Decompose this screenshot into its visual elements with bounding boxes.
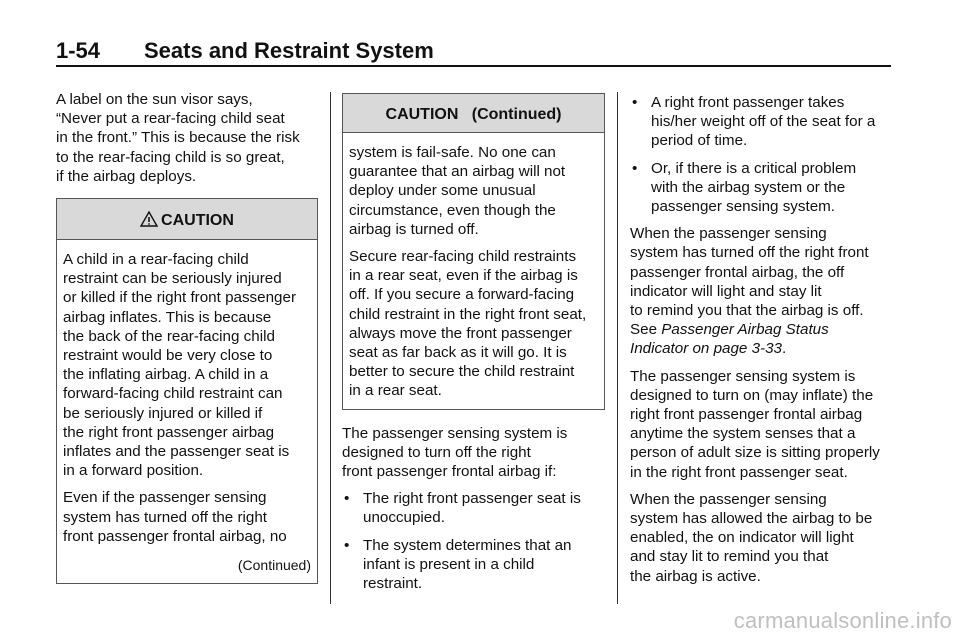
bullet-list <box>342 489 605 593</box>
body-paragraph: The passenger sensing system is designed to turn on (may inflate) the right front passenger frontal airbag anytime the system senses that a person of adult size is sitting properly in the right front passenger seat. <box>630 367 880 481</box>
header-rule <box>56 65 891 67</box>
caution-header <box>57 199 317 240</box>
list-item: • Or, if there is a critical problem with the airbag system or the passenger sensing system. <box>632 159 857 216</box>
cross-reference-link[interactable]: Indicator on page 3-33 <box>630 340 782 358</box>
caution-body <box>343 133 604 409</box>
column-2 <box>342 93 605 601</box>
intro-paragraph: A label on the sun visor says, “Never put a rear-facing child seat in the front.” This is because the risk to the rear-facing child is so great, if the airbag deploys. <box>56 91 300 185</box>
bullet-icon: • <box>344 490 350 508</box>
body-paragraph: The passenger sensing system is designed to turn off the right front passenger frontal airbag if: <box>342 424 568 481</box>
caution-paragraph: Even if the passenger sensing system has turned off the right front passenger frontal airbag, no <box>63 489 287 545</box>
column-divider <box>617 92 618 604</box>
list-item: • A right front passenger takes his/her weight off of the seat for a period of time. <box>632 94 876 150</box>
bullet-icon: • <box>632 94 638 111</box>
body-paragraph: When the passenger sensing system has allowed the airbag to be enabled, the on indicator will light and stay lit to remind you that the airbag is active. <box>630 490 873 585</box>
caution-header: CAUTION (Continued) <box>343 94 604 133</box>
caution-paragraph: A child in a rear-facing child restraint can be seriously injured or killed if the right front passenger airbag inflates. This is because the back of the rear-facing child restraint would be very close to the inflating airbag. A child in a forward-facing child restraint can be seriously injured or killed if the right front passenger airbag inflates and the passenger seat is in a forward position. <box>63 251 296 480</box>
list-item: • The right front passenger seat is unoccupied. <box>344 490 581 527</box>
column-1 <box>56 90 318 584</box>
caution-body <box>57 240 317 583</box>
body-paragraph: When the passenger sensing system has turned off the right front passenger frontal airbag, the off indicator will light and stay lit to remind you that the airbag is off. See Passenger Airbag Status Indicator on page 3-33. <box>630 225 869 358</box>
page-number: 1-54 <box>56 38 101 63</box>
caution-paragraph: Secure rear-facing child restraints in a rear seat, even if the airbag is off. If you secure a forward-facing child restraint in the right front seat, always move the front passenger seat as far back as it will go. It is better to secure the child restraint in a rear seat. <box>349 248 587 400</box>
list-item: • The system determines that an infant is present in a child restraint. <box>344 536 572 593</box>
cross-reference-link[interactable]: Passenger Airbag Status <box>661 321 829 339</box>
watermark: carmanualsonline.info <box>733 608 952 633</box>
column-3 <box>630 93 892 594</box>
bullet-list <box>630 93 892 216</box>
section-title: Seats and Restraint System <box>144 38 434 63</box>
caution-title: CAUTION <box>161 212 234 230</box>
bullet-icon: • <box>632 159 638 177</box>
continued-label: (Continued) <box>237 557 311 574</box>
bullet-icon: • <box>344 536 350 554</box>
caution-box <box>56 198 318 584</box>
caution-paragraph: system is fail-safe. No one can guarantee that an airbag will not deploy under some unusual circumstance, even though the airbag is turned off. <box>349 144 566 238</box>
caution-box-continued <box>342 93 605 410</box>
warning-triangle-icon <box>140 201 158 245</box>
page-header <box>56 30 891 70</box>
column-divider <box>330 92 331 604</box>
